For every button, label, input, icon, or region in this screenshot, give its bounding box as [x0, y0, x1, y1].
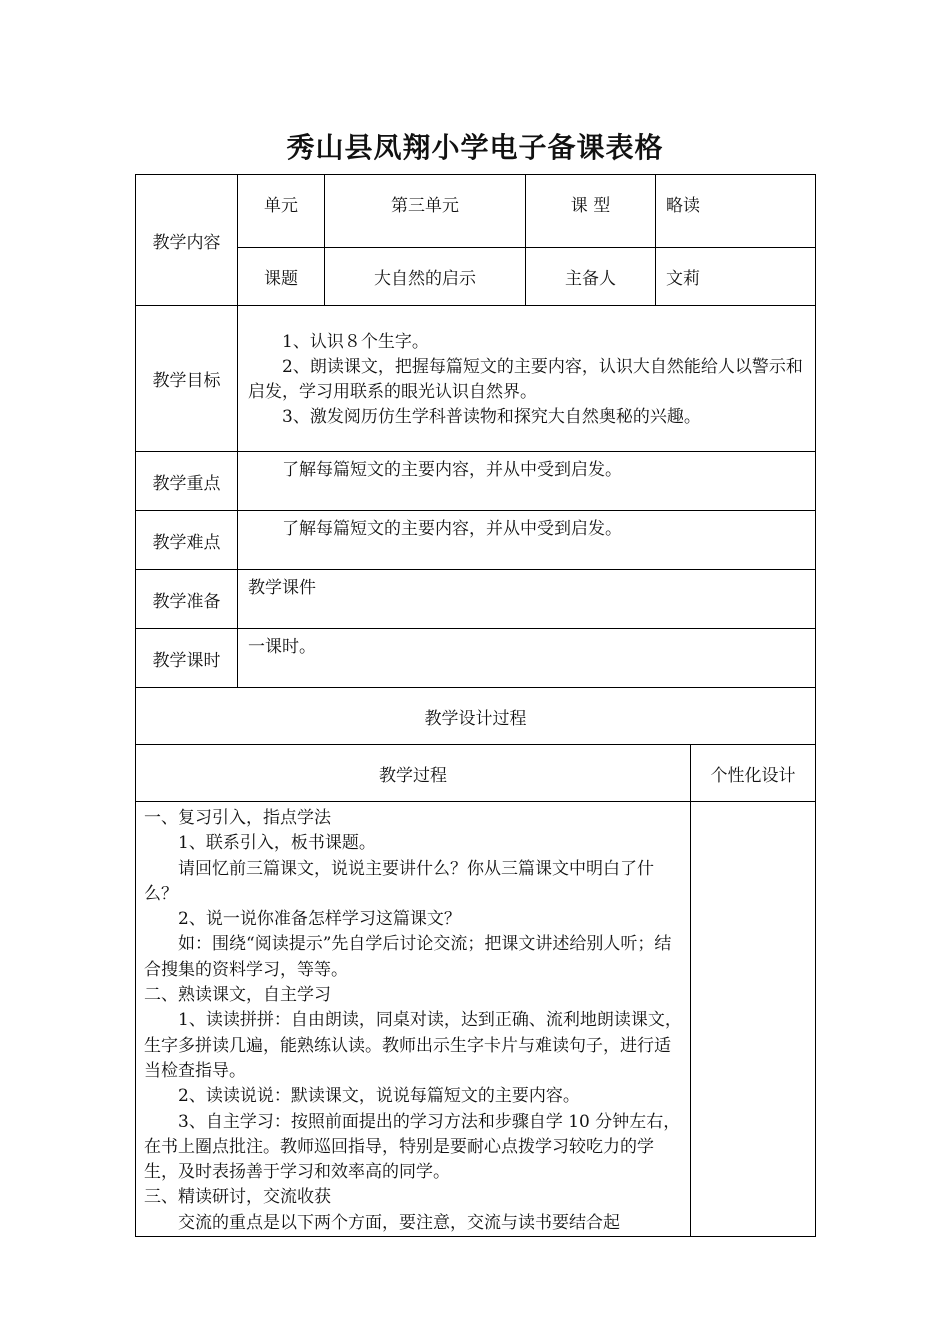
row-topic	[136, 248, 816, 306]
hours-content	[238, 629, 816, 688]
process-line: 2、说一说你准备怎样学习这篇课文？	[178, 909, 461, 930]
process-content	[136, 802, 691, 1237]
process-line: 如：围绕“阅读提示”先自学后讨论交流；把课文讲述给别人听；结合搜集的资料学习，等等。	[144, 934, 672, 980]
goals-content	[238, 306, 816, 452]
goal-item: 2、朗读课文，把握每篇短文的主要内容，认识大自然能给人以警示和启发，学习用联系的眼光认识自然界。	[248, 357, 803, 402]
process-line: 请回忆前三篇课文，说说主要讲什么？你从三篇课文中明白了什么？	[144, 858, 654, 904]
process-line: 二、熟读课文，自主学习	[144, 985, 331, 1006]
personal-header: 个性化设计	[691, 745, 816, 802]
row-process	[136, 802, 816, 1237]
key-points-label: 教学重点	[136, 452, 238, 511]
process-line: 一、复习引入，指点学法	[144, 808, 331, 828]
process-line: 交流的重点是以下两个方面，要注意，交流与读书要结合起	[178, 1212, 620, 1233]
process-line: 3、自主学习：按照前面提出的学习方法和步骤自学 10 分钟左右，在书上圈点批注。教师巡回指导，特别是要耐心点拨学习较吃力的学生，及时表扬善于学习和效率高的同学。	[144, 1111, 681, 1183]
difficulties-content	[238, 511, 816, 570]
preparation-label: 教学准备	[136, 570, 238, 629]
unit-label: 单元	[238, 175, 325, 248]
process-line: 1、读读拼拼：自由朗读，同桌对读，达到正确、流利地朗读课文，生字多拼读几遍，能熟练认读。教师出示生字卡片与难读句子，进行适当检查指导。	[144, 1010, 682, 1081]
goal-item: 3、激发阅历仿生学科普读物和探究大自然奥秘的兴趣。	[282, 407, 701, 427]
row-key-points	[136, 452, 816, 511]
content-label: 教学内容	[136, 175, 238, 306]
key-points-text: 了解每篇短文的主要内容，并从中受到启发。	[282, 460, 622, 480]
personal-design-cell	[691, 802, 816, 1237]
difficulties-label: 教学难点	[136, 511, 238, 570]
preparation-text: 教学课件	[248, 578, 316, 598]
key-points-content	[238, 452, 816, 511]
row-goals	[136, 306, 816, 452]
type-value: 略读	[656, 175, 816, 248]
process-header: 教学过程	[136, 745, 691, 802]
design-heading: 教学设计过程	[136, 688, 816, 745]
row-design-headers	[136, 745, 816, 802]
lesson-plan-table	[135, 174, 816, 1237]
process-line: 1、联系引入，板书课题。	[178, 833, 376, 854]
goal-item: 1、认识８个生字。	[282, 332, 429, 352]
page-title: 秀山县凤翔小学电子备课表格	[286, 131, 664, 164]
process-line: 2、读读说说：默读课文，说说每篇短文的主要内容。	[178, 1086, 580, 1107]
hours-label: 教学课时	[136, 629, 238, 688]
preparer-label: 主备人	[526, 248, 656, 306]
process-line: 三、精读研讨，交流收获	[144, 1187, 331, 1208]
unit-value: 第三单元	[325, 175, 526, 248]
row-hours	[136, 629, 816, 688]
type-label: 课 型	[526, 175, 656, 248]
row-unit	[136, 175, 816, 248]
row-preparation	[136, 570, 816, 629]
topic-label: 课题	[238, 248, 325, 306]
difficulties-text: 了解每篇短文的主要内容，并从中受到启发。	[282, 519, 622, 539]
preparation-content	[238, 570, 816, 629]
row-difficulties	[136, 511, 816, 570]
goals-label: 教学目标	[136, 306, 238, 452]
hours-text: 一课时。	[248, 637, 316, 657]
topic-value: 大自然的启示	[325, 248, 526, 306]
row-design-heading	[136, 688, 816, 745]
preparer-value: 文莉	[656, 248, 816, 306]
